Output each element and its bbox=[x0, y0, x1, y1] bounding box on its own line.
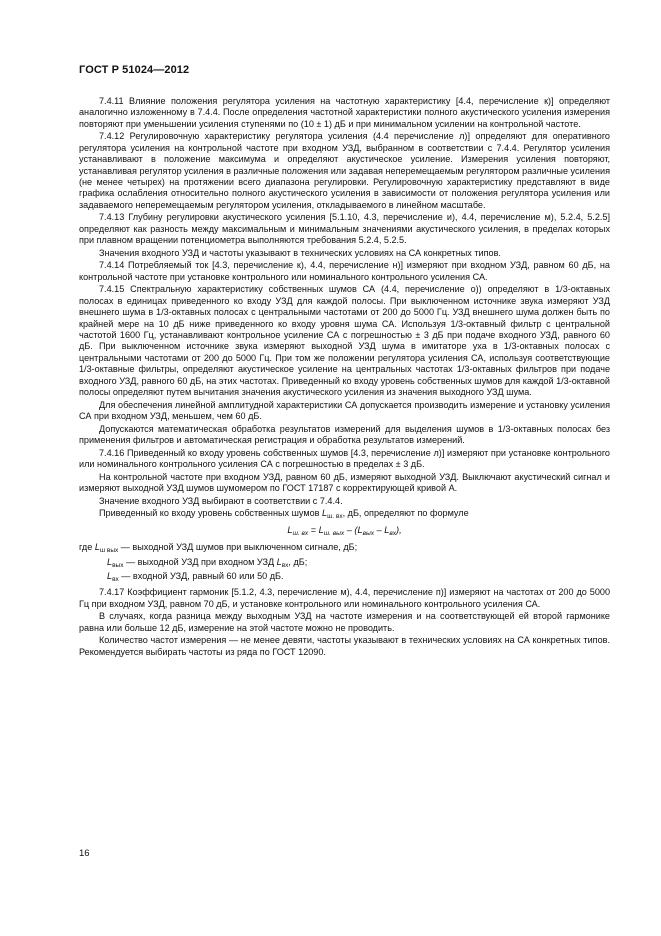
definition-output-noise: где $L_{ш вых}$ — выходной УЗД шумов при выключенном сигнале, дБ; bbox=[79, 542, 358, 555]
paragraph-7-4-17: 7.4.17 Коэффициент гармоник [5.1.2, 4.3, перечисление м), 4.4, перечисление п)] измеряют на частотах от 200 до 5000 Гц при входном УЗД, равном 70 дБ, и установке контрольного или номинального контрольного усиления СА. bbox=[79, 587, 610, 609]
page-number: 16 bbox=[79, 848, 90, 859]
paragraph-input-level-choice: Значение входного УЗД выбирают в соответствии с 7.4.4. bbox=[99, 495, 343, 506]
definition-input-level: $L_{вх}$ — входной УЗД, равный 60 или 50 дБ. bbox=[107, 570, 284, 583]
paragraph-7-4-16: 7.4.16 Приведенный ко входу уровень собственных шумов [4.3, перечисление л)] измеряют при установке контрольного или номинального контрольного усиления СА с погрешностью в пределах ± 3 дБ. bbox=[79, 447, 610, 470]
formula-definitions bbox=[79, 542, 610, 585]
paragraph-7-4-14: 7.4.14 Потребляемый ток [4.3, перечисление к), 4.4, перечисление н)] измеряют при входном УЗД, равном 60 дБ, на контрольной частоте при установке контрольного или номинального контрольного усиления СА. bbox=[79, 260, 610, 282]
paragraph-math-processing: Допускаются математическая обработка результатов измерений для выделения шумов в 1/3-октавных полосах без применения фильтров и автоматическая регистрация и обработка результатов измерений. bbox=[79, 423, 610, 446]
paragraph-frequency-count: Количество частот измерения — не менее девяти, частоты указывают в технических условиях на СА конкретных типов. Рекомендуется выбирать частоты из ряда по ГОСТ 12090. bbox=[79, 635, 610, 657]
paragraph-formula-intro: Приведенный ко входу уровень собственных шумов $L_{ш. вх}$, дБ, определяют по формуле bbox=[99, 508, 469, 521]
document-body bbox=[79, 96, 610, 659]
paragraph-7-4-13: 7.4.13 Глубину регулировки акустического усиления [5.1.10, 4.3, перечисление и), 4.4, перечисление м), 5.2.4, 5.2.5] определяют как разность между максимальным и минимальным значениями акустического усиления, в пределах которых при плавном вращении потенциометра выполняются требования 5.2.4, 5.2.5. bbox=[79, 212, 610, 246]
paragraph-7-4-12: 7.4.12 Регулировочную характеристику регулятора усиления (4.4 перечисление л)] определяют для оперативного регулятора усиления на контрольной частоте при входном УЗД, выбранном в соответствии с 7.4.4. Регулятор усиления устанавливают в положение максимума и определяют акустическое усиление. Измерения усиления повторяют, устанавливая регулятор усиления в различные положения или задавая неперемещаемым регулятором различные усиления (не менее четырех) на протяжении всего диапазона регулировки. Регулировочную характеристику представляют в виде графика ослабления относительно полного акустического усиления в зависимости от положения регулятора усиления или задаваемого неперемещаемым регулятором усиления, откладываемого в линейном масштабе. bbox=[79, 131, 610, 210]
paragraph-control-frequency: На контрольной частоте при входном УЗД, равном 60 дБ, измеряют выходной УЗД. Выключают акустический сигнал и измеряют выходной УЗД шумов шумомером по ГОСТ 17187 с корректирующей кривой А. bbox=[79, 471, 610, 494]
definition-output-level: $L_{вых}$ — выходной УЗД при входном УЗД $L_{вх}$, дБ; bbox=[107, 556, 308, 569]
paragraph-input-values: Значения входного УЗД и частоты указывают в технических условиях на СА конкретных типов. bbox=[99, 247, 501, 258]
paragraph-7-4-15: 7.4.15 Спектральную характеристику собственных шумов СА (4.4, перечисление о)) определяют в 1/3-октавных полосах в единицах приведенного ко входу УЗД для каждой полосы. При выключенном источнике звука измеряют УЗД внешнего шума в 1/3-октавных полосах с центральными частотами от 200 до 5000 Гц. УЗД внешнего шума должен быть по крайней мере на 10 дБ ниже приведенного ко входу уровня шума СА. Используя 1/3-октавный фильтр с центральной частотой 1600 Гц, устанавливают контрольное усиление СА с погрешностью ± 3 дБ при подаче входного УЗД, равного 60 дБ. При выключенном источнике звука измеряют выходной УЗД шума в имитаторе уха в 1/3-октавных полосах с центральными частотами от 200 до 5000 Гц. При том же положении регулятора усиления СА, используя соответствующие 1/3-октавные фильтры, определяют акустическое усиление на центральных частотах 1/3-октавных фильтров при подаче входного УЗД, равного 60 дБ, на этих частотах. Приведенный ко входу уровень собственных шумов для каждой 1/3-октавной полосы определяют путем вычитания значения акустического усиления из значения выходного УЗД шума. bbox=[79, 284, 610, 398]
noise-formula: $L_{ш. вх} = L_{ш. вых} - (L_{вых} - L_{вх})$, bbox=[287, 524, 402, 537]
paragraph-linear-response: Для обеспечения линейной амплитудной характеристики СА допускается производить измерение и установку усиления СА при входном УЗД, меньшем, чем 60 дБ. bbox=[79, 399, 610, 422]
paragraph-second-harmonic: В случаях, когда разница между выходным УЗД на частоте измерения и на соответствующей ей второй гармонике равна или больше 12 дБ, измерение на этой частоте можно не проводить. bbox=[79, 611, 610, 633]
page-header: ГОСТ Р 51024—2012 bbox=[79, 64, 190, 76]
paragraph-7-4-11: 7.4.11 Влияние положения регулятора усиления на частотную характеристику [4.4, перечисление к)] определяют аналогично изложенному в 7.4.4. После определения частотной характеристики полного акустического усиления измерения повторяют при уменьшении усиления ступенями по (10 ± 1) дБ и при минимальном усилении на контрольной частоте. bbox=[79, 96, 610, 129]
